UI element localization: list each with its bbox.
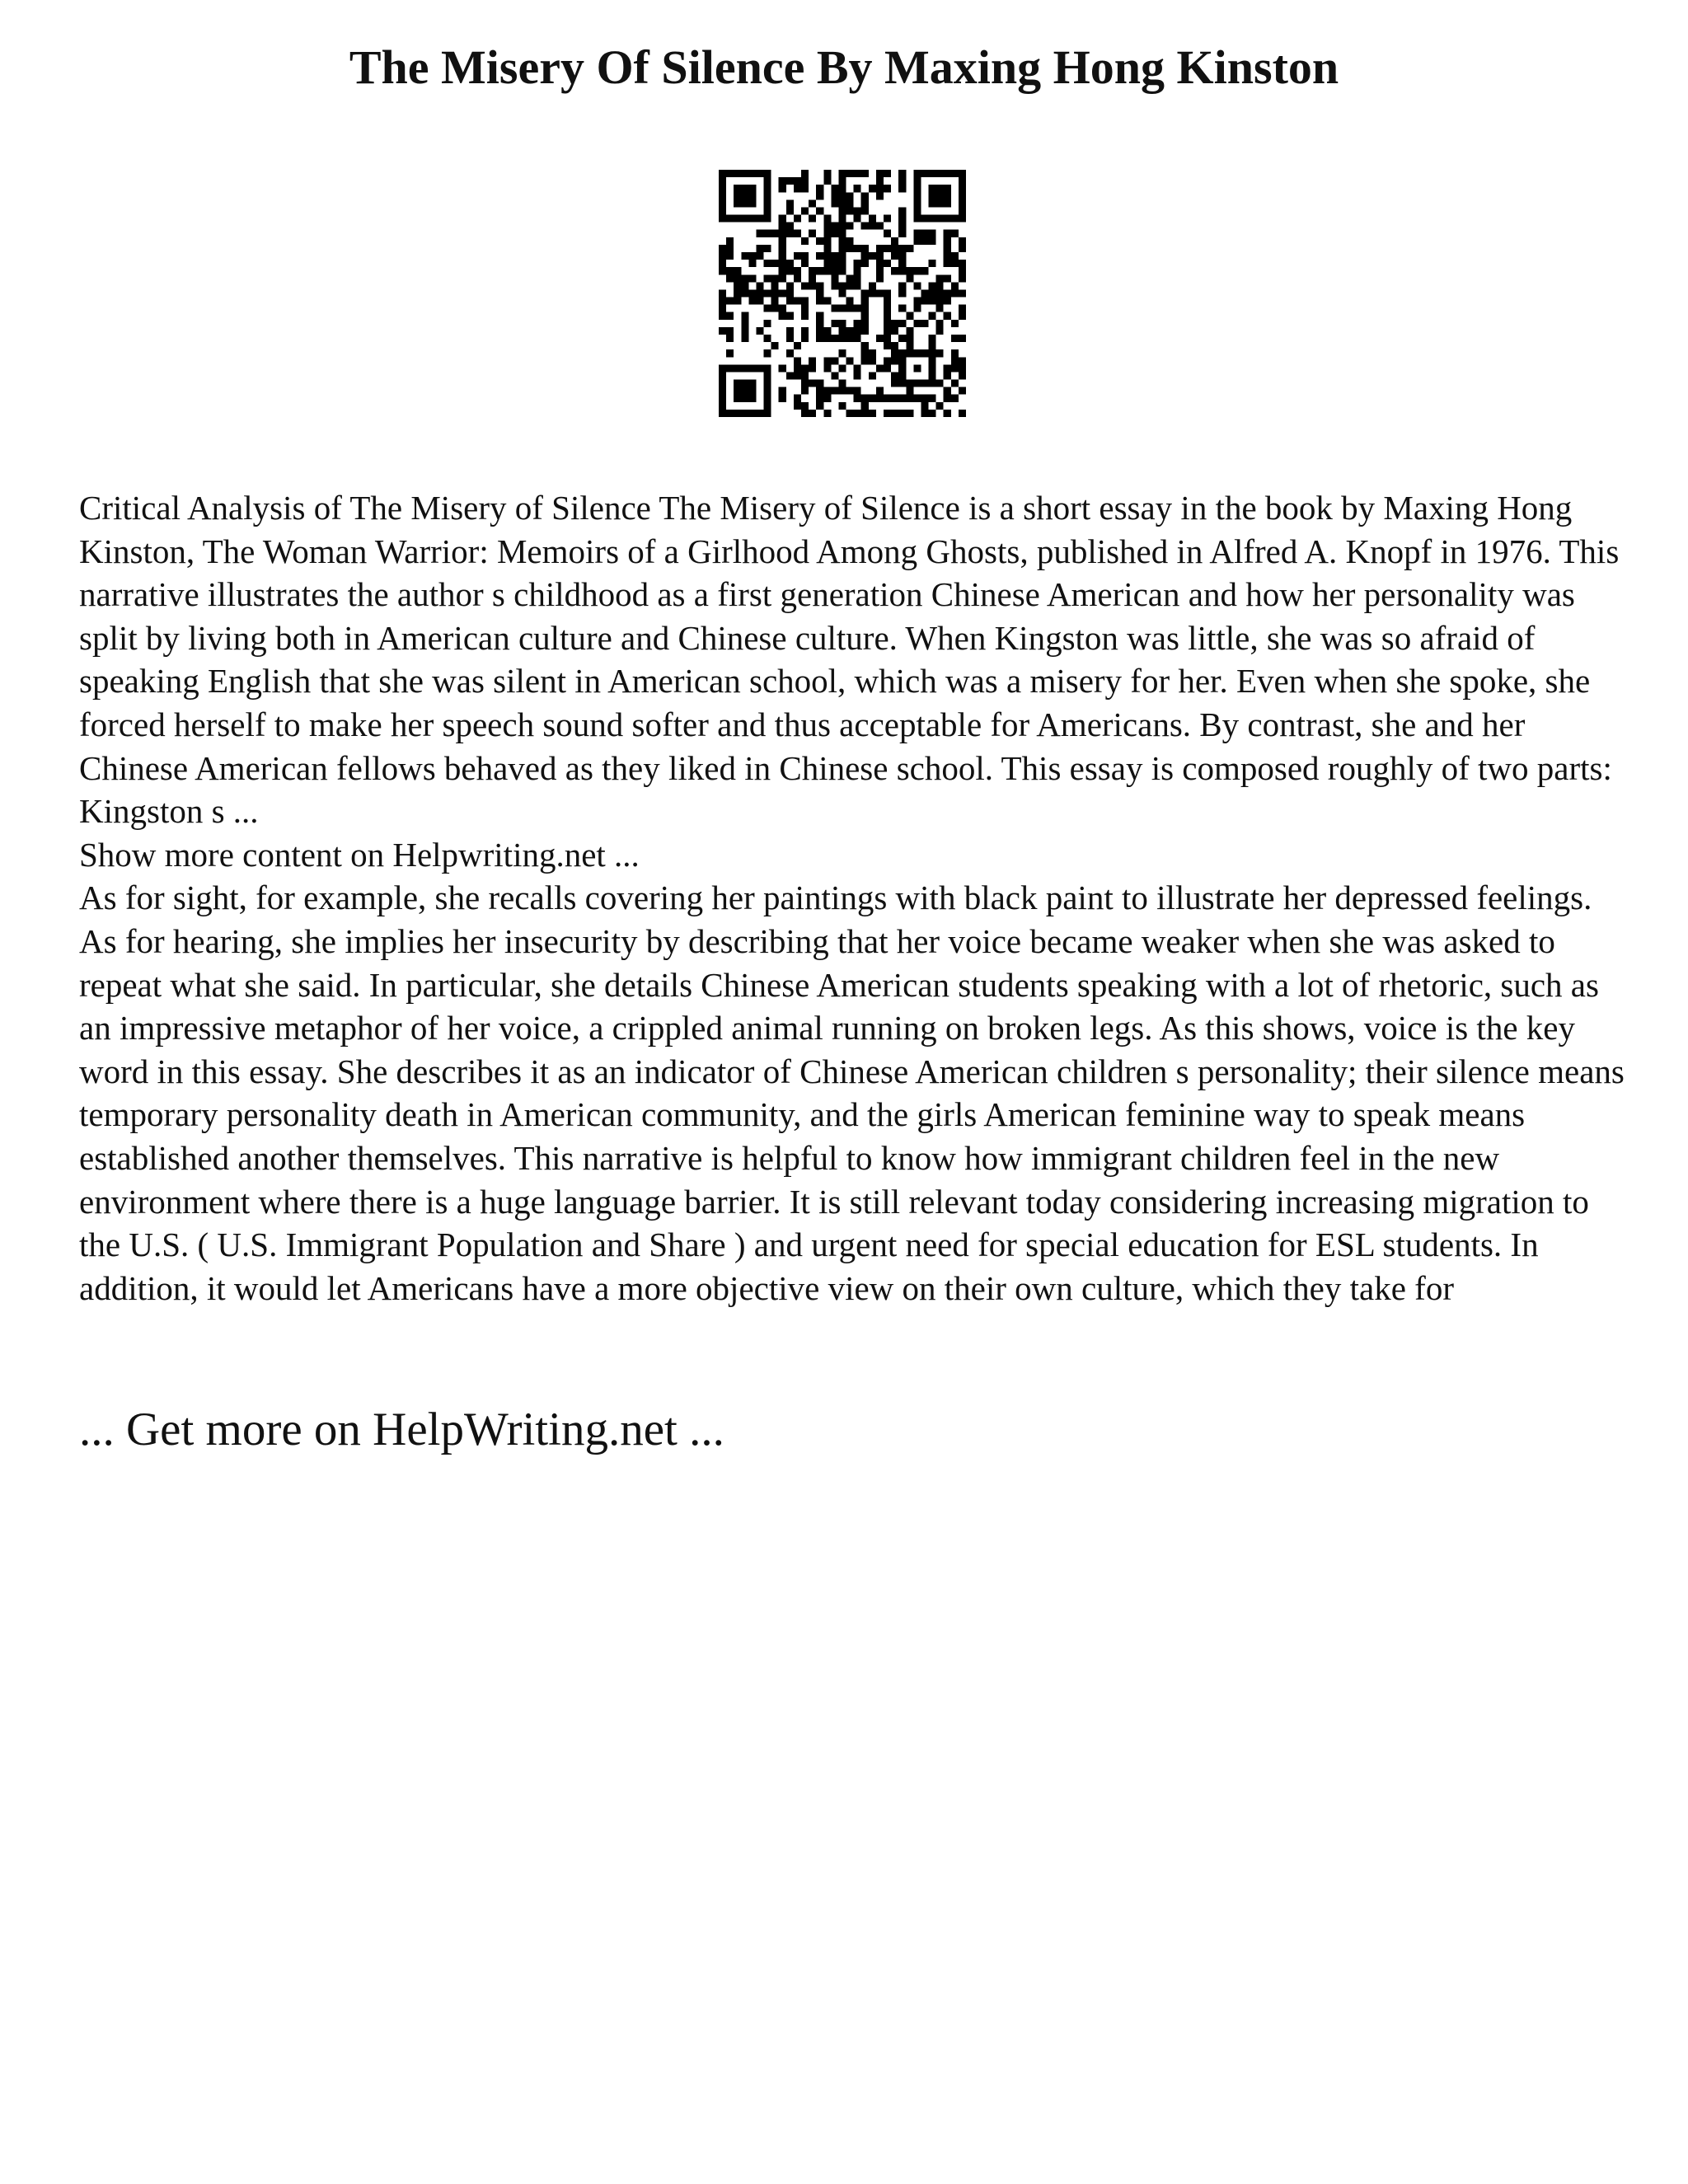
qr-code-icon[interactable] [719, 170, 966, 417]
paragraph-analysis: As for sight, for example, she recalls covering her paintings with black paint to illustrate her depressed feelings. As for hearing, she implies her insecurity by describing that her voice became weaker when she was asked to repeat what she said. In particular, she details Chinese American students speaking with a lot of rhetoric, such as an impressive metaphor of her voice, a crippled animal running on broken legs. As this shows, voice is the key word in this essay. She describes it as an indicator of Chinese American children s personality; their silence means temporary personality death in American community, and the girls American feminine way to speak means established another themselves. This narrative is helpful to know how immigrant children feel in the new environment where there is a huge language barrier. It is still relevant today considering increasing migration to the U.S. ( U.S. Immigrant Population and Share ) and urgent need for special education for ESL students. In addition, it would let Americans have a more objective view on their own culture, which they take for [79, 879, 1625, 1307]
get-more-link[interactable]: ... Get more on HelpWriting.net ... [79, 1404, 724, 1455]
qr-code-graphic [719, 170, 966, 417]
article-body [79, 486, 1629, 1310]
show-more-link[interactable]: Show more content on Helpwriting.net ... [79, 835, 640, 874]
paragraph-intro: Critical Analysis of The Misery of Silence The Misery of Silence is a short essay in the book by Maxing Hong Kinston, The Woman Warrior: Memoirs of a Girlhood Among Ghosts, published in Alfred A. Knopf in 1976. This narrative illustrates the author s childhood as a first generation Chinese American and how her personality was split by living both in American culture and Chinese culture. When Kingston was little, she was so afraid of speaking English that she was silent in American school, which was a misery for her. Even when she spoke, she forced herself to make her speech sound softer and thus acceptable for Americans. By contrast, she and her Chinese American fellows behaved as they liked in Chinese school. This essay is composed roughly of two parts: Kingston s ... [79, 489, 1620, 831]
page-title: The Misery Of Silence By Maxing Hong Kinston [349, 40, 1339, 94]
